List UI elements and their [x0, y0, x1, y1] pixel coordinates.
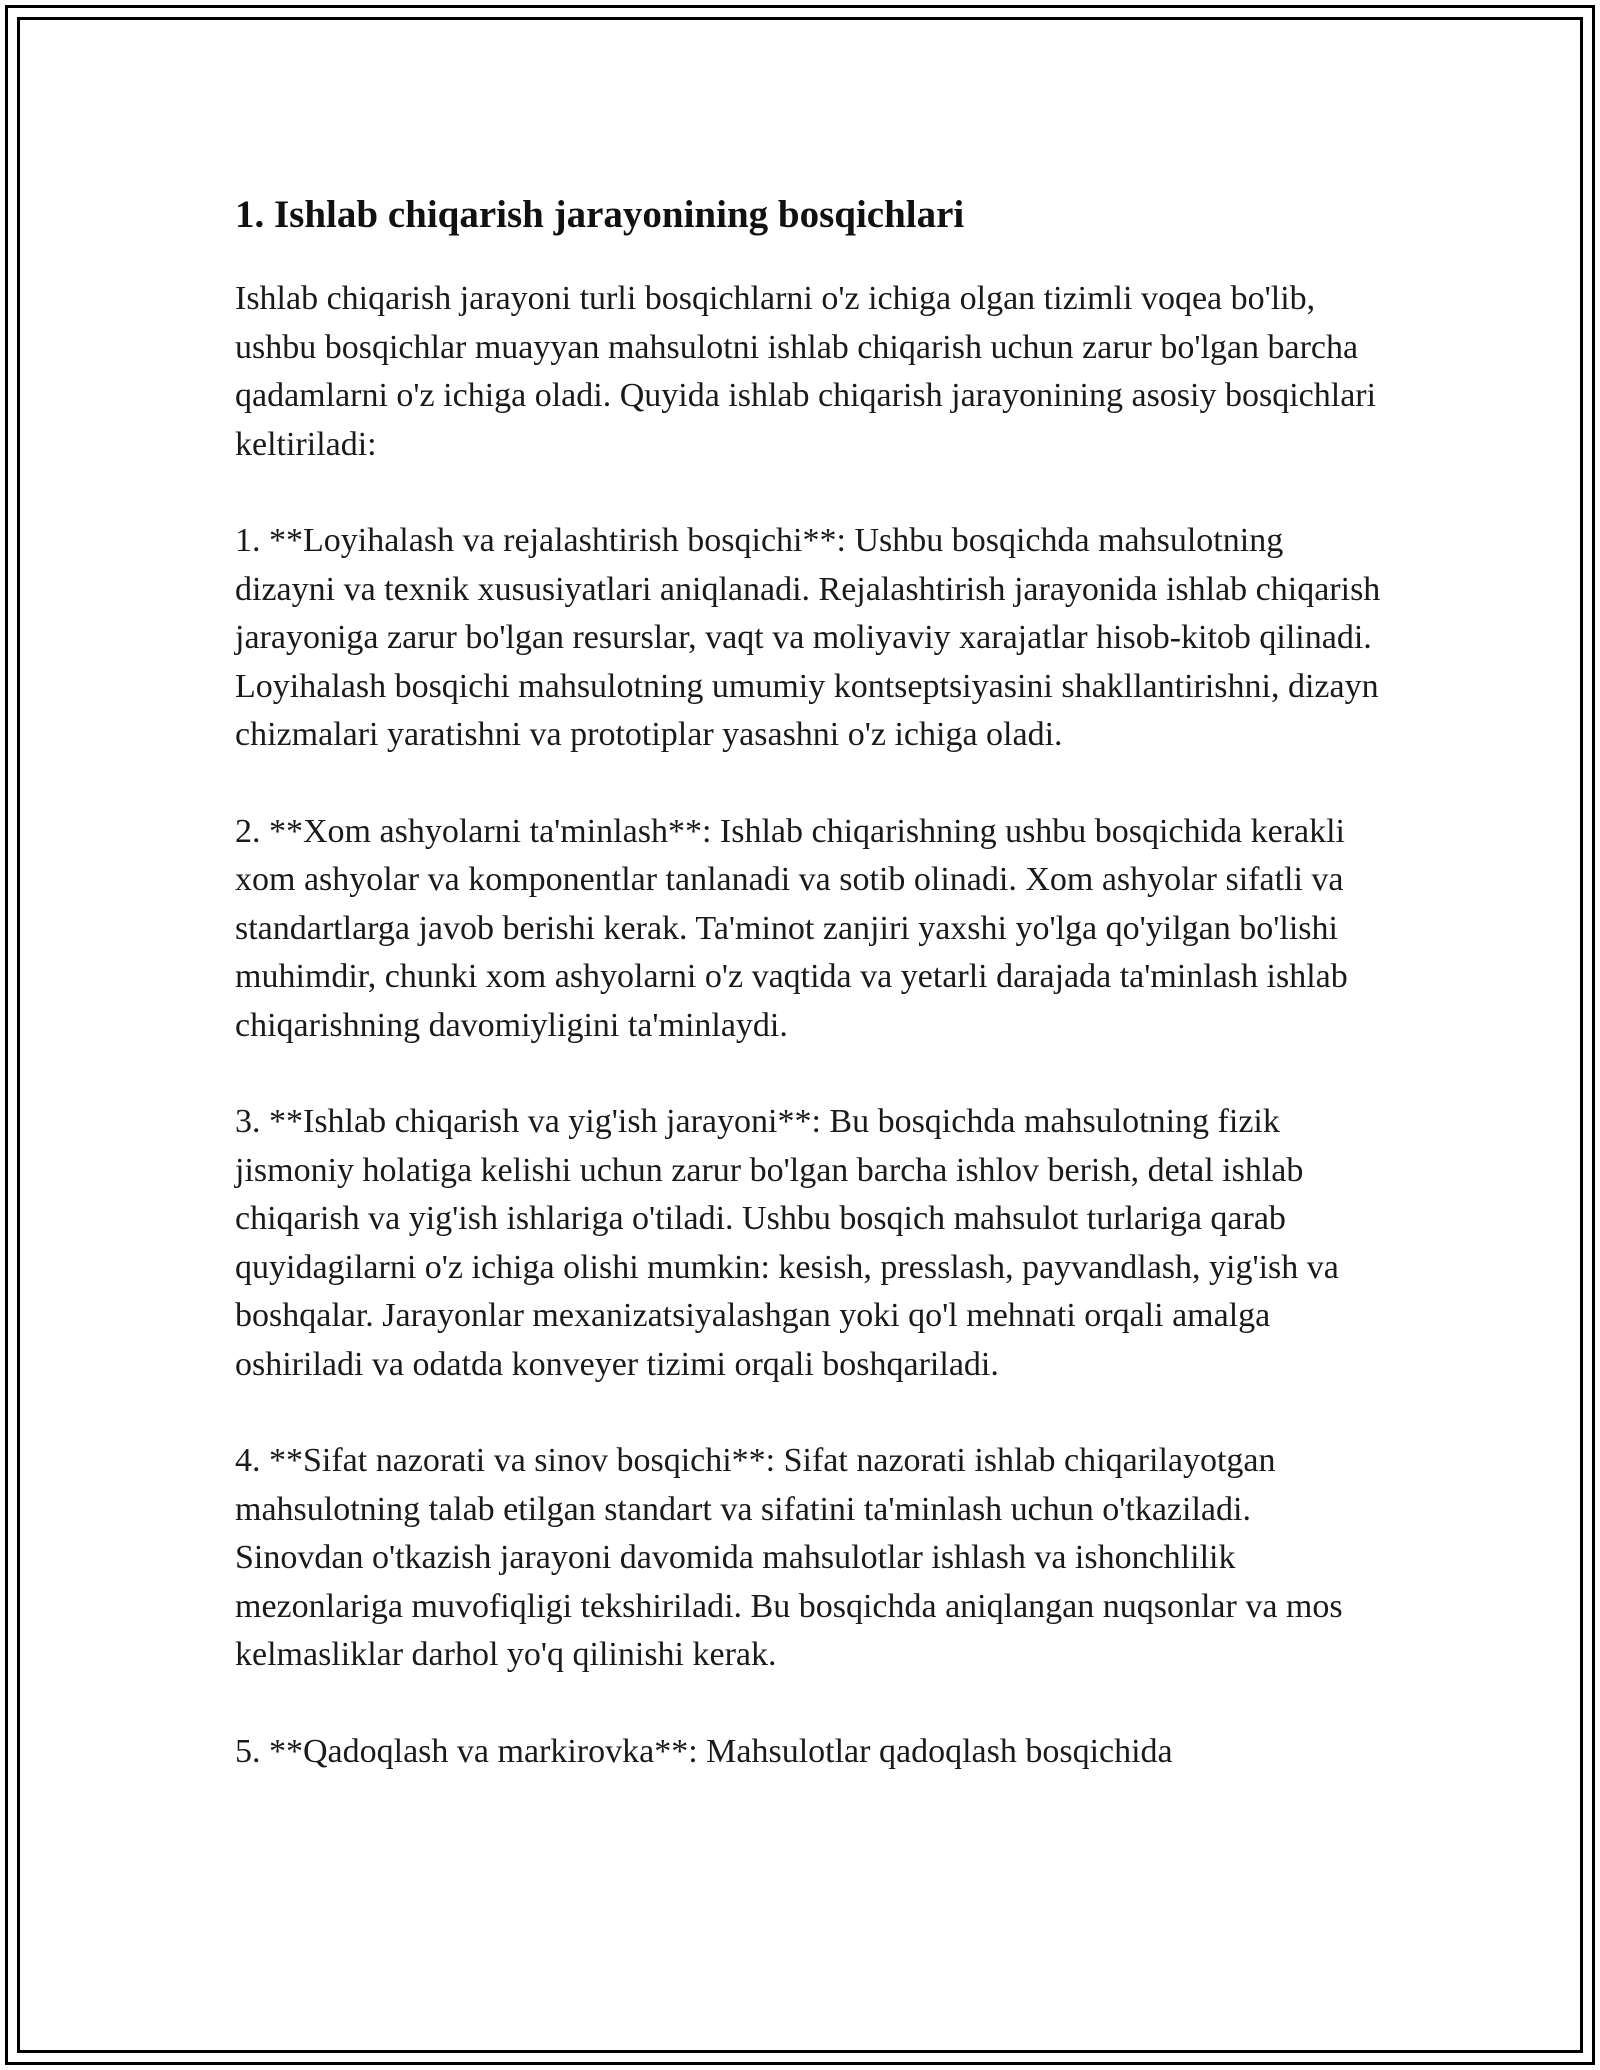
list-item-packaging-labeling: 5. **Qadoqlash va markirovka**: Mahsulotlar qadoqlash bosqichida [235, 1732, 1173, 1770]
list-item-raw-materials: 2. **Xom ashyolarni ta'minlash**: Ishlab chiqarishning ushbu bosqichida kerakli xom ashyolar va komponentlar tanlanadi va sotib olinadi. Xom ashyolar sifatli va standartlarga javob berishi kerak. Ta'minot zanjiri yaxshi yo'lga qo'yilgan bo'lishi muhimdir, chunki xom ashyolarni o'z vaqtida va yetarli darajada ta'minlash ishlab chiqarishning davomiyligini ta'minlaydi. [235, 812, 1348, 1044]
section-heading: 1. Ishlab chiqarish jarayonining bosqichlari [235, 193, 965, 236]
intro-paragraph: Ishlab chiqarish jarayoni turli bosqichlarni o'z ichiga olgan tizimli voqea bo'lib, ushbu bosqichlar muayyan mahsulotni ishlab chiqarish uchun zarur bo'lgan barcha qadamlarni o'z ichiga oladi. Quyida ishlab chiqarish jarayonining asosiy bosqichlari keltiriladi: [235, 280, 1377, 463]
document-body [235, 185, 1385, 1824]
list-item-production-assembly: 3. **Ishlab chiqarish va yig'ish jarayoni**: Bu bosqichda mahsulotning fizik jismoniy holatiga kelishi uchun zarur bo'lgan barcha ishlov berish, detal ishlab chiqarish va yig'ish ishlariga o'tiladi. Ushbu bosqich mahsulot turlariga qarab quyidagilarni o'z ichiga olishi mumkin: kesish, presslash, payvandlash, yig'ish va boshqalar. Jarayonlar mexanizatsiyalashgan yoki qo'l mehnati orqali amalga oshiriladi va odatda konveyer tizimi orqali boshqariladi. [235, 1103, 1339, 1383]
list-item-quality-control: 4. **Sifat nazorati va sinov bosqichi**: Sifat nazorati ishlab chiqarilayotgan mahsulotning talab etilgan standart va sifatini ta'minlash uchun o'tkaziladi. Sinovdan o'tkazish jarayoni davomida mahsulotlar ishlash va ishonchlilik mezonlariga muvofiqligi tekshiriladi. Bu bosqichda aniqlangan nuqsonlar va mos kelmasliklar darhol yo'q qilinishi kerak. [235, 1442, 1343, 1673]
list-item-design-planning: 1. **Loyihalash va rejalashtirish bosqichi**: Ushbu bosqichda mahsulotning dizayni va texnik xususiyatlari aniqlanadi. Rejalashtirish jarayonida ishlab chiqarish jarayoniga zarur bo'lgan resurslar, vaqt va moliyaviy xarajatlar hisob-kitob qilinadi. Loyihalash bosqichi mahsulotning umumiy kontseptsiyasini shakllantirishni, dizayn chizmalari yaratishni va prototiplar yasashni o'z ichiga oladi. [235, 522, 1381, 753]
